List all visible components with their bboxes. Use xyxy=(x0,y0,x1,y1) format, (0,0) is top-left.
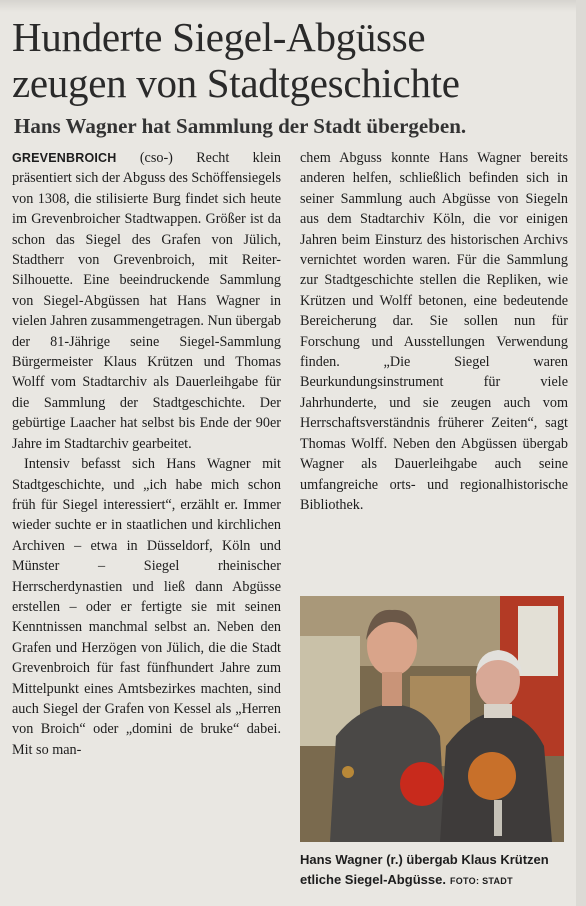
page-top-edge xyxy=(0,0,586,12)
headline-line-1: Hunderte Siegel-Abgüsse xyxy=(12,14,426,60)
page-right-edge xyxy=(576,0,586,906)
headline xyxy=(12,14,572,106)
article-column-2 xyxy=(300,148,568,515)
article-photo xyxy=(300,596,564,842)
article-column-1 xyxy=(12,148,281,760)
headline-line-2: zeugen von Stadtgeschichte xyxy=(12,60,460,106)
paragraph-3: chem Abguss konnte Hans Wagner bereits anderen helfen, schließlich befinden sich in seiner Sammlung auch Abgüsse von Siegeln aus dem Stadtarchiv Köln, die vor einigen Jahren beim Einsturz des historischen Archivs vernichtet worden waren. Für die Sammlung zur Stadtgeschichte stellen die Repliken, wie Krützen und Wolff betonen, eine bedeutende Bereicherung dar. Sie sollen nun für Forschung und Ausstellungen Verwendung finden. „Die Siegel waren Beurkundungsinstrument für viele Jahrhunderte, und sie zeugen auch vom Herrschaftsverständnis früherer Zeiten“, sagt Thomas Wolff. Neben den Abgüssen übergab Wagner als Dauerleihgabe auch seine umfangreiche orts- und regionalhistorische Bibliothek. xyxy=(300,150,568,513)
subheadline: Hans Wagner hat Sammlung der Stadt übergeben. xyxy=(14,114,467,138)
orange-seal xyxy=(468,752,516,800)
small-seal xyxy=(342,766,354,778)
photo-caption xyxy=(300,850,568,891)
paragraph-1 xyxy=(12,148,281,454)
red-seal xyxy=(400,762,444,806)
photo-illustration xyxy=(300,596,564,842)
dateline: GREVENBROICH xyxy=(12,151,117,165)
caption-text: Hans Wagner (r.) übergab Klaus Krützen etliche Siegel-Abgüsse. xyxy=(300,852,549,887)
paragraph-2: Intensiv befasst sich Hans Wagner mit Stadtgeschichte, und „ich habe mich schon früh für Siegel interessiert“, erzählt er. Immer wieder suchte er in staatlichen und kirchlichen Archiven – etwa in Düsseldorf, Köln und Münster – Siegel rheinischer Herrscherdynastien und ließ dann Abgüsse erstellen – oder er fertigte sie mit seinen Kenntnissen manchmal selbst an. Neben den Grafen und Herzögen von Jülich, die die Stadt Grevenbroich für fast fünfhundert Jahre zum Mittelpunkt eines Amtsbezirkes machten, sind auch Siegel der Grafen von Kessel als „Herren von Broich“ oder „domini de bruke“ dabei. Mit so man- xyxy=(12,456,281,758)
paragraph-1-text: (cso-) Recht klein präsentiert sich der Abguss des Schöffensiegels von 1308, die stilisierte Burg findet sich heute im Grevenbroicher Stadtwappen. Größer ist da schon das Siegel des Grafen von Jülich, Stadtherr von Grevenbroich, mit Reiter-Silhouette. Eine beeindruckende Sammlung von Siegel-Abgüssen hat Hans Wagner in vielen Jahren zusammengetragen. Nun übergab der 81-Jährige seine Siegel-Sammlung Bürgermeister Klaus Krützen und Thomas Wolff vom Stadtarchiv als Dauerleihgabe für die Sammlung der Stadtgeschichte. Der gebürtige Laacher hat selbst bis Ende der 90er Jahre im Stadtarchiv gearbeitet. xyxy=(12,150,281,452)
photo-credit: FOTO: STADT xyxy=(449,876,513,886)
